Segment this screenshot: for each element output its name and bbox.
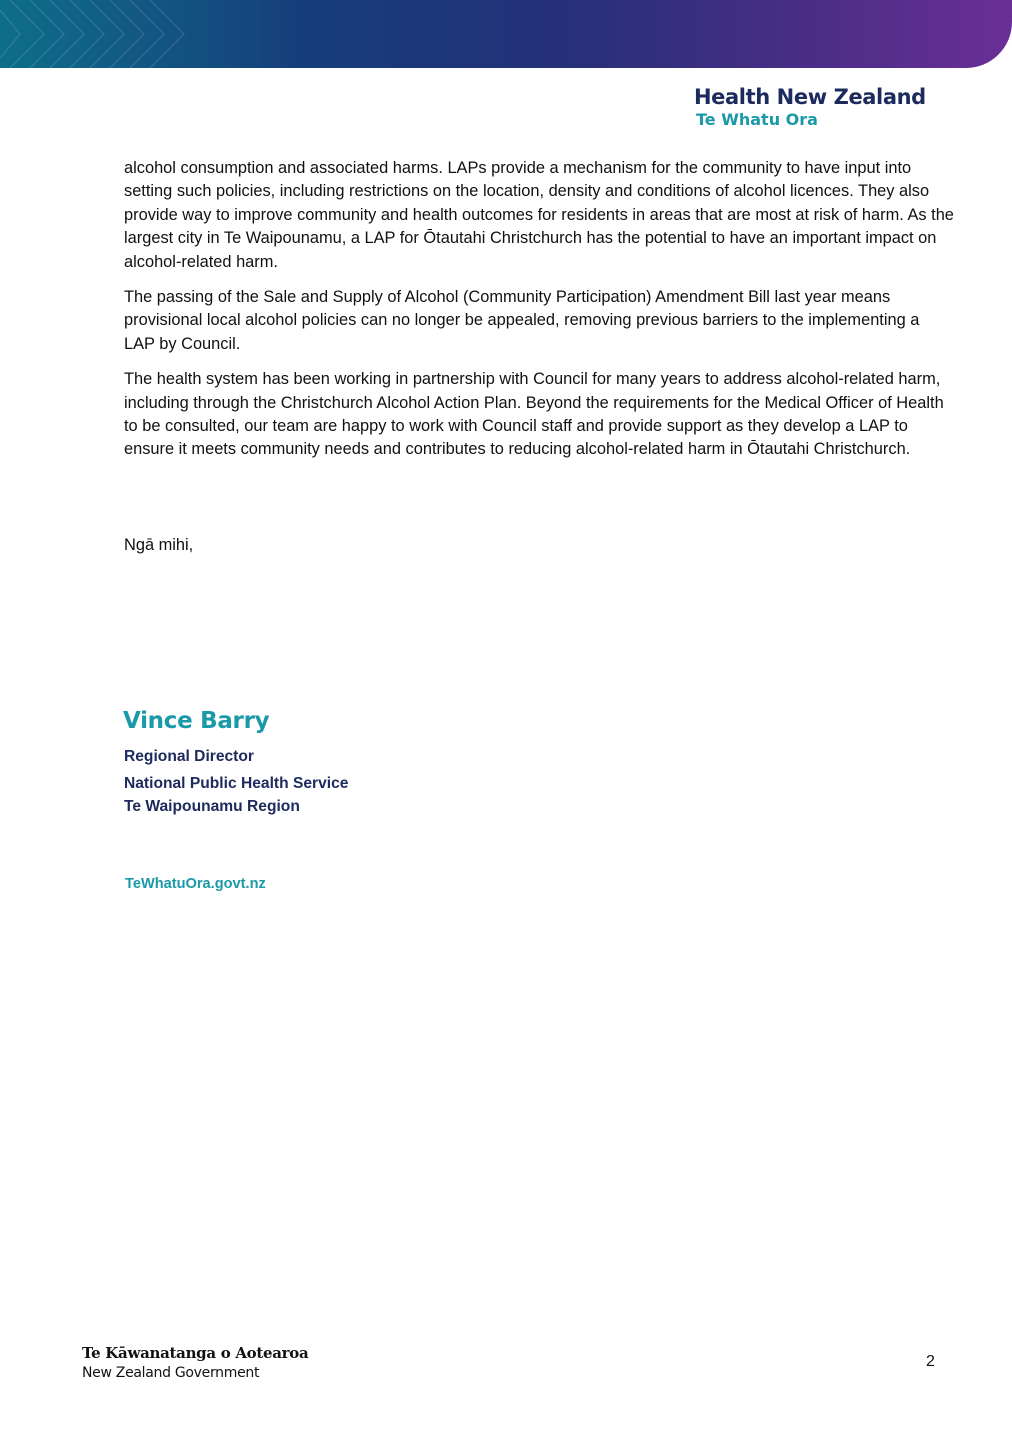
brand-name: Health New Zealand [694,85,926,109]
brand-subname: Te Whatu Ora [696,110,818,129]
banner-pattern-icon [0,0,1012,68]
website-link[interactable]: TeWhatuOra.govt.nz [125,876,266,892]
brand-logo [694,84,954,130]
signatory-organisation: National Public Health Service [124,775,349,792]
government-name-maori: Te Kāwanatanga o Aotearoa [82,1344,309,1362]
government-name-english: New Zealand Government [82,1365,260,1381]
signatory-region: Te Waipounamu Region [124,798,300,815]
body-paragraph: The passing of the Sale and Supply of Alcohol (Community Participation) Amendment Bill last year means provisional local alcohol policies can no longer be appealed, removing previous barriers to the implementing a LAP by Council. [124,288,920,353]
page-number: 2 [926,1353,935,1370]
signatory-name: Vince Barry [123,708,270,734]
body-paragraph: The health system has been working in partnership with Council for many years to address alcohol-related harm, including through the Christchurch Alcohol Action Plan. Beyond the requirements for the Medical Officer of Health to be consulted, our team are happy to work with Council staff and provide support as they develop a LAP to ensure it meets community needs and contributes to reducing alcohol-related harm in Ōtautahi Christchurch. [124,370,944,459]
closing-salutation: Ngā mihi, [124,536,194,554]
body-paragraph: alcohol consumption and associated harms. LAPs provide a mechanism for the community to have input into setting such policies, including restrictions on the location, density and conditions of alcohol licences. They also provide way to improve community and health outcomes for residents in areas that are most at risk of harm. As the largest city in Te Waipounamu, a LAP for Ōtautahi Christchurch has the potential to have an important impact on alcohol-related harm. [124,159,954,271]
header-banner [0,0,1012,68]
letter-body [124,157,954,474]
government-logo [82,1343,308,1383]
signatory-title: Regional Director [124,748,254,765]
